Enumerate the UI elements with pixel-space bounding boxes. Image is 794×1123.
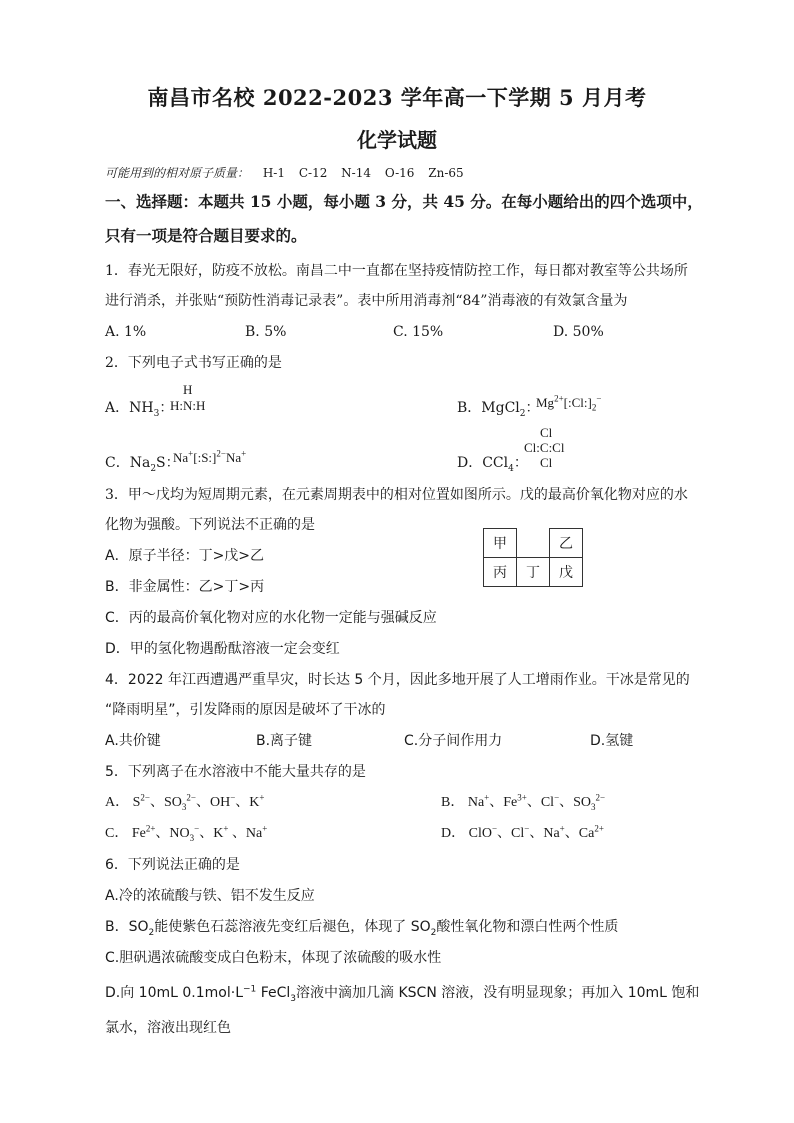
q6-option-d-line1: D.向 10mL $0.1mol\cdot L^{-1}$ FeCl$_3$溶液中滴加几滴 KSCN 溶液，没有明显现象；再加入 10mL 饱和 [105,984,700,1004]
atomic-masses-label: 可能用到的相对原子质量： [105,166,250,180]
q1-option-b: B. 5% [245,324,287,340]
q1-option-c: C. 15% [393,324,444,340]
ccl4-electron-formula: Cl:C:Cl [524,440,565,455]
mass-c: C-12 [298,166,328,180]
q6-option-a: A.冷的浓硫酸与铁、铝不发生反应 [105,888,315,904]
mass-zn: Zn-65 [428,166,464,180]
grid-cell-wu: 戊 [550,558,583,587]
q3-option-b: B．非金属性：乙>丁>丙 [105,579,265,595]
q1-option-a: A. 1% [105,324,147,340]
nh3-electron-formula: H:N:H [170,398,206,413]
exam-title: 南昌市名校 2022-2023 学年高一下学期 5 月月考 [147,85,647,110]
q6-option-c: C.胆矾遇浓硫酸变成白色粉末，体现了浓硫酸的吸水性 [105,950,442,966]
q2-option-c: C．$Na_2S$： [105,455,180,474]
q3-stem-line1: 3．甲～戊均为短周期元素，在元素周期表中的相对位置如图所示。戊的最高价氧化物对应的水 [105,487,688,503]
q6-option-b: B．$SO_2$能使紫色石蕊溶液先变红后褪色，体现了 $SO_2$酸性氧化物和漂白性两个性质 [105,919,619,938]
mgcl2-electron-formula: $Mg^{2+}[:Cl:]_2^-$ [536,393,602,413]
q4-option-b: B.离子键 [256,733,313,749]
q5-option-b: B． Na+、$Fe^{3+}$、Cl−、$SO_3^{2-}$ [441,792,606,812]
ccl4-top-cl: Cl [540,425,553,440]
mass-n: N-14 [341,166,371,180]
q3-option-a: A．原子半径：丁>戊>乙 [105,548,265,564]
q4-option-d: D.氢键 [590,733,634,749]
q6-stem: 6．下列说法正确的是 [105,857,240,873]
q2-option-a: A．$NH_3$： [105,400,174,419]
section-heading-line1: 一、选择题：本题共 15 小题，每小题 3 分，共 45 分。在每小题给出的四个选项中， [105,192,703,211]
q5-stem: 5．下列离子在水溶液中不能大量共存的是 [105,764,366,780]
q4-option-c: C.分子间作用力 [404,733,503,749]
grid-cell-yi: 乙 [550,529,583,558]
section-heading-line2: 只有一项是符合题目要求的。 [105,226,307,245]
grid-cell-empty [517,529,550,558]
q5-option-a: A． $S^{2-}$、$SO_3^{2-}$、OH−、K+ [105,792,265,812]
grid-cell-bing: 丙 [484,558,517,587]
q3-option-d: D．甲的氢化物遇酚酞溶液一定会变红 [105,641,340,657]
q3-stem-line2: 化物为强酸。下列说法不正确的是 [105,517,315,533]
q5-option-c: C． $Fe^{2+}$、$NO_3^-$、K+ 、Na+ [105,823,268,843]
q1-stem-line2: 进行消杀，并张贴“预防性消毒记录表”。表中所用消毒剂“84”消毒液的有效氯含量为 [105,293,628,309]
q4-stem-line2: “降雨明星”，引发降雨的原因是破坏了干冰的 [105,702,386,718]
na2s-electron-formula: Na+[:S:]$^{2-}$Na+ [173,448,247,465]
q6-option-d-line2: 氯水，溶液出现红色 [105,1020,231,1036]
q1-stem-line1: 1．春光无限好，防疫不放松。南昌二中一直都在坚持疫情防控工作，每日都对教室等公共场所 [105,263,688,279]
atomic-masses [105,163,464,183]
exam-subtitle: 化学试题 [357,128,437,152]
q4-option-a: A.共价键 [105,733,161,749]
q3-option-c: C．丙的最高价氧化物对应的水化物一定能与强碱反应 [105,610,437,626]
q2-option-d: D．CCl$_4$： [457,455,528,474]
mass-h: H-1 [262,166,285,180]
grid-cell-jia: 甲 [484,529,517,558]
q4-stem-line1: 4．2022 年江西遭遇严重旱灾，时长达 5 个月，因此多地开展了人工增雨作业。干冰是常见的 [105,672,690,688]
ccl4-bottom-cl: Cl [540,455,553,470]
q5-option-d: D． ClO−、Cl−、Na+、$Ca^{2+}$ [441,823,604,841]
q1-option-d: D. 50% [553,324,604,340]
grid-cell-ding: 丁 [517,558,550,587]
mass-o: O-16 [384,166,415,180]
nh3-top-h: H [183,382,193,397]
q2-stem: 2．下列电子式书写正确的是 [105,355,282,371]
q2-option-b: B．MgCl$_2$： [457,400,540,419]
periodic-table-fragment [483,528,583,587]
